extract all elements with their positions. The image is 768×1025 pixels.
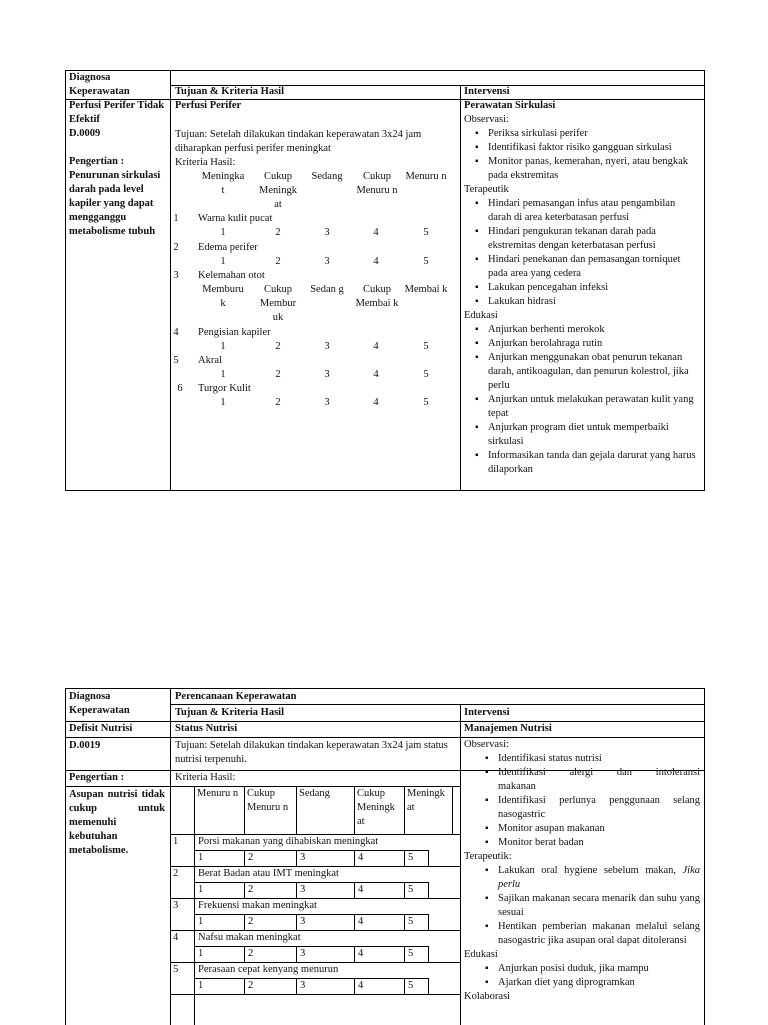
score-value: 1 (220, 369, 226, 380)
criteria-label: Edema perifer (198, 242, 258, 253)
header-rule (170, 704, 704, 705)
criteria-row (170, 241, 460, 255)
pengertian-label: Pengertian : (69, 156, 125, 167)
scale-label: Menuru n (405, 171, 447, 182)
criteria-values (194, 882, 428, 898)
outcome-title: Status Nutrisi (175, 723, 238, 734)
score-value: 1 (198, 884, 204, 895)
column-divider (460, 704, 461, 1025)
score-value: 1 (198, 916, 204, 927)
list-item: ▪ Hindari pengukuran tekanan darah pada ekstremitas dengan keterbatasan perfusi (464, 225, 700, 253)
score-value: 5 (408, 916, 414, 927)
list-item: ▪ Monitor asupan makanan (474, 822, 700, 836)
terapeutik-label: Terapeutik: (464, 851, 512, 862)
score-value: 1 (220, 227, 226, 238)
criteria-block (170, 930, 460, 962)
scale-label: Meningka t (201, 171, 245, 196)
observasi-label: Observasi: (464, 739, 509, 750)
criteria-number: 1 (173, 836, 179, 847)
observasi-list (464, 127, 700, 183)
score-value: 3 (324, 227, 330, 238)
score-value: 5 (423, 256, 429, 267)
list-item: ▪ Periksa sirkulasi perifer (464, 127, 700, 141)
grid-line (244, 786, 245, 834)
likert-scale-header (194, 786, 460, 834)
score-value: 4 (373, 256, 379, 267)
criteria-label: Akral (198, 355, 222, 366)
scale-label: Meningk at (407, 788, 445, 813)
score-value: 4 (373, 341, 379, 352)
criteria-values (170, 368, 460, 382)
criteria-values (194, 914, 428, 930)
list-item: ▪ Anjurkan posisi duduk, jika mampu (474, 962, 700, 976)
list-item: ▪ Lakukan hidrasi (464, 295, 700, 309)
scale-label: Cukup Membai k (355, 284, 399, 309)
score-value: 2 (275, 227, 281, 238)
list-item: ▪ Anjurkan menggunakan obat penurun tekanan darah, antikoagulan, dan penurun kolestrol, jika perlu (464, 351, 700, 393)
list-item (474, 864, 700, 892)
score-value: 2 (248, 916, 254, 927)
score-value: 1 (220, 256, 226, 267)
criteria-values (194, 978, 428, 994)
likert-scale-header-alt (170, 283, 460, 325)
list-item: ▪ Informasikan tanda dan gejala darurat yang harus dilaporkan (464, 449, 700, 477)
edukasi-list (464, 323, 700, 477)
score-value: 3 (324, 397, 330, 408)
criteria-values (194, 850, 428, 866)
tujuan-header: Tujuan & Kriteria Hasil (175, 707, 284, 718)
terapeutik-label: Terapeutik (464, 184, 509, 195)
score-value: 3 (324, 341, 330, 352)
intervensi-title: Manajemen Nutrisi (464, 723, 552, 734)
criteria-row (170, 354, 460, 368)
scale-label: Cukup Menuru n (356, 171, 398, 196)
score-value: 3 (300, 852, 306, 863)
score-value: 3 (324, 256, 330, 267)
diagnosis-name: Perfusi Perifer Tidak Efektif (69, 100, 165, 125)
criteria-label: Warna kulit pucat (198, 213, 273, 224)
list-item: ▪ Ajarkan diet yang diprogramkan (474, 976, 700, 990)
score-value: 2 (248, 948, 254, 959)
score-value: 5 (408, 980, 414, 991)
score-value: 4 (373, 397, 379, 408)
criteria-number: 4 (173, 932, 179, 943)
score-value: 2 (275, 341, 281, 352)
list-item: ▪ Identifikasi alergi dan intoleransi makanan (474, 766, 700, 794)
criteria-values (170, 396, 460, 410)
list-item-text: Lakukan oral hygiene sebelum makan, (498, 865, 676, 876)
criteria-row (170, 382, 460, 396)
score-value: 5 (423, 341, 429, 352)
score-value: 1 (198, 980, 204, 991)
list-item: ▪ Identifikasi status nutrisi (474, 752, 700, 766)
pengertian-text: Asupan nutrisi tidak cukup untuk memenuhi kebutuhan metabolisme. (69, 789, 165, 856)
list-item: ▪ Anjurkan berhenti merokok (464, 323, 700, 337)
criteria-values (170, 255, 460, 269)
criteria-row (170, 326, 460, 340)
diagnosis-code: D.0019 (69, 740, 101, 751)
list-item: ▪ Identifikasi faktor risiko gangguan sirkulasi (464, 141, 700, 155)
criteria-number: 2 (173, 242, 179, 253)
terapeutik-list (464, 864, 700, 948)
tujuan-text: Tujuan: Setelah dilakukan tindakan keperawatan 3x24 jam status nutrisi terpenuhi. (175, 740, 448, 765)
criteria-number: 3 (173, 270, 179, 281)
list-item: ▪ Anjurkan untuk melakukan perawatan kulit yang tepat (464, 393, 700, 421)
score-value: 5 (423, 397, 429, 408)
list-item: ▪ Monitor panas, kemerahan, nyeri, atau bengkak pada ekstremitas (464, 155, 700, 183)
criteria-number: 3 (173, 900, 179, 911)
grid-line (452, 786, 453, 834)
intervensi-header: Intervensi (464, 86, 510, 97)
list-item-emphasis: Jika perlu (498, 865, 701, 890)
observasi-label: Observasi: (464, 114, 509, 125)
criteria-label: Berat Badan atau IMT meningkat (198, 868, 339, 879)
scale-label: Menuru n (197, 788, 239, 799)
edukasi-label: Edukasi (464, 310, 498, 321)
list-item: ▪ Lakukan pencegahan infeksi (464, 281, 700, 295)
criteria-number: 1 (173, 213, 179, 224)
score-value: 4 (373, 369, 379, 380)
criteria-number: 5 (173, 964, 179, 975)
criteria-number: 5 (173, 355, 179, 366)
score-value: 1 (220, 397, 226, 408)
list-item: ▪ Hindari pemasangan infus atau pengambilan darah di area keterbatasan perfusi (464, 197, 700, 225)
score-value: 5 (423, 227, 429, 238)
score-value: 4 (358, 884, 364, 895)
criteria-number: 4 (173, 327, 179, 338)
care-plan-table-perfusi (65, 70, 705, 491)
pengertian-text: Penurunan sirkulasi darah pada level kapiler yang dapat mengganggu metabolisme tubuh (69, 170, 161, 237)
score-value: 1 (198, 852, 204, 863)
kolaborasi-label: Kolaborasi (464, 991, 511, 1002)
score-value: 4 (373, 227, 379, 238)
observasi-list (464, 752, 700, 850)
score-value: 4 (358, 980, 364, 991)
scale-label: Memburu k (202, 284, 244, 309)
criteria-row (170, 212, 460, 226)
list-item: ▪ Hindari penekanan dan pemasangan torniquet pada area yang cedera (464, 253, 700, 281)
terapeutik-list (464, 197, 700, 309)
pengertian-label: Pengertian : (69, 772, 125, 783)
care-plan-table-nutrisi (65, 688, 705, 1025)
likert-scale-header (170, 170, 460, 212)
criteria-label: Perasaan cepat kenyang menurun (198, 964, 339, 975)
criteria-values (194, 946, 428, 962)
tujuan-text: Tujuan: Setelah dilakukan tindakan keperawatan 3x24 jam diharapkan perfusi perifer meningkat (175, 129, 422, 154)
score-value: 1 (198, 948, 204, 959)
score-value: 3 (300, 916, 306, 927)
criteria-label: Porsi makanan yang dihabiskan meningkat (198, 836, 379, 847)
list-item: ▪ Hentikan pemberian makanan melalui selang nasogastric jika asupan oral dapat ditoleransi (474, 920, 700, 948)
edukasi-label: Edukasi (464, 949, 498, 960)
score-value: 1 (220, 341, 226, 352)
score-value: 2 (248, 980, 254, 991)
criteria-label: Kelemahan otot (198, 270, 265, 281)
scale-label: Sedang (311, 171, 343, 182)
scale-label: Cukup Meningk at (259, 171, 297, 210)
score-value: 3 (324, 369, 330, 380)
score-value: 4 (358, 916, 364, 927)
intervensi-title: Perawatan Sirkulasi (464, 100, 556, 111)
criteria-block (170, 834, 460, 866)
criteria-values (170, 226, 460, 240)
score-value: 2 (275, 369, 281, 380)
score-value: 5 (408, 884, 414, 895)
list-item: ▪ Identifikasi perlunya penggunaan selang nasogastric (474, 794, 700, 822)
criteria-block (170, 898, 460, 930)
edukasi-list (464, 962, 700, 990)
intervensi-content (464, 113, 700, 477)
score-value: 2 (275, 397, 281, 408)
diagnosis-name: Defisit Nutrisi (69, 723, 133, 734)
grid-line (296, 786, 297, 834)
grid-line (354, 786, 355, 834)
criteria-label: Turgor Kulit (198, 383, 251, 394)
criteria-row (170, 269, 460, 283)
scale-label: Sedan g (310, 284, 344, 295)
scale-label: Cukup Membur uk (259, 284, 297, 323)
criteria-number: 6 (177, 383, 183, 394)
score-value: 4 (358, 948, 364, 959)
list-item: ▪ Anjurkan program diet untuk memperbaiki sirkulasi (464, 421, 700, 449)
criteria-number: 2 (173, 868, 179, 879)
diagnosis-code: D.0009 (69, 128, 101, 139)
kriteria-label: Kriteria Hasil: (175, 772, 236, 783)
score-value: 3 (300, 980, 306, 991)
scale-label: Membai k (404, 284, 448, 295)
scale-label: Sedang (299, 788, 330, 799)
score-value: 4 (358, 852, 364, 863)
list-item: ▪ Anjurkan berolahraga rutin (464, 337, 700, 351)
score-value: 2 (248, 884, 254, 895)
intervensi-header: Intervensi (464, 707, 510, 718)
criteria-block (170, 866, 460, 898)
criteria-values (170, 340, 460, 354)
score-value: 2 (275, 256, 281, 267)
diagnosa-header: Diagnosa Keperawatan (69, 72, 130, 97)
score-value: 3 (300, 948, 306, 959)
criteria-label: Nafsu makan meningkat (198, 932, 301, 943)
header-rule (66, 721, 704, 722)
diagnosa-header: Diagnosa Keperawatan (69, 691, 130, 716)
criteria-label: Pengisian kapiler (198, 327, 271, 338)
score-value: 5 (408, 948, 414, 959)
kriteria-label: Kriteria Hasil: (175, 157, 236, 168)
outcome-title: Perfusi Perifer (175, 100, 242, 111)
criteria-label: Frekuensi makan meningkat (198, 900, 317, 911)
scale-label: Cukup Menuru n (247, 788, 289, 813)
score-value: 5 (423, 369, 429, 380)
score-value: 2 (248, 852, 254, 863)
intervensi-content (464, 738, 700, 1004)
column-divider (460, 85, 461, 490)
criteria-block (170, 962, 460, 994)
score-value: 3 (300, 884, 306, 895)
criteria-grid (170, 786, 460, 1025)
grid-line (404, 786, 405, 834)
tujuan-header: Tujuan & Kriteria Hasil (175, 86, 284, 97)
criteria-list (170, 212, 460, 482)
list-item: ▪ Sajikan makanan secara menarik dan suhu yang sesuai (474, 892, 700, 920)
perencanaan-header: Perencanaan Keperawatan (175, 691, 297, 702)
score-value: 5 (408, 852, 414, 863)
scale-label: Cukup Meningk at (357, 788, 395, 827)
list-item: ▪ Monitor berat badan (474, 836, 700, 850)
